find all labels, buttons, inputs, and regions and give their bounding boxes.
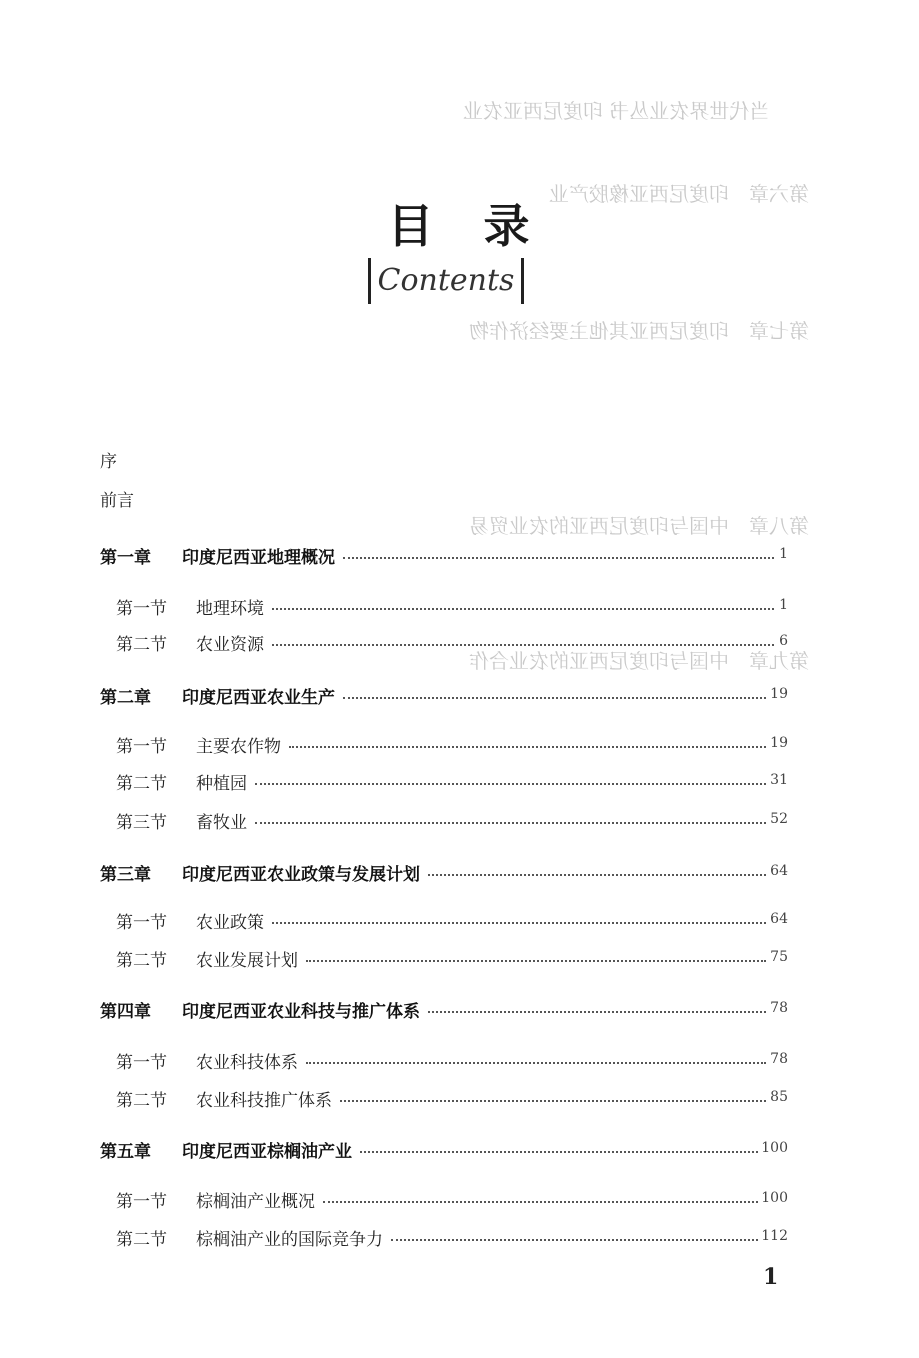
- section-title: 农业科技体系: [196, 1053, 298, 1073]
- chapter-title: 印度尼西亚农业科技与推广体系: [182, 1002, 420, 1022]
- section-title: 棕榈油产业概况: [196, 1192, 315, 1212]
- toc-page-number: 31: [770, 772, 788, 788]
- toc-entry-label: [116, 1187, 315, 1212]
- show-through-text: 当代世界农业丛书 印度尼西亚农业: [462, 99, 769, 123]
- dot-leader: [272, 644, 774, 646]
- toc-page-number: 85: [770, 1089, 788, 1105]
- front-matter-foreword[interactable]: 前言: [100, 491, 134, 511]
- page-title: 目 录: [387, 199, 532, 253]
- toc-page-number: 19: [770, 735, 788, 751]
- section-title: 种植园: [196, 774, 247, 794]
- dot-leader: [343, 697, 766, 699]
- section-number: 第二节: [116, 635, 167, 655]
- toc-entry-label: [100, 1137, 352, 1162]
- toc-chapter-entry[interactable]: [0, 1137, 919, 1167]
- section-number: 第一节: [116, 913, 167, 933]
- toc-entry-label: [116, 630, 264, 655]
- dot-leader: [323, 1201, 758, 1203]
- dot-leader: [391, 1239, 758, 1241]
- section-number: 第一节: [116, 737, 167, 757]
- dot-leader: [255, 822, 766, 824]
- toc-chapter-entry[interactable]: [0, 860, 919, 890]
- section-number: 第一节: [116, 1053, 167, 1073]
- show-through-text: 第六章 印度尼西亚橡胶产业: [549, 182, 809, 206]
- toc-page-number: 78: [770, 1051, 788, 1067]
- section-title: 棕榈油产业的国际竞争力: [196, 1230, 383, 1250]
- toc-entry-label: [116, 1086, 332, 1111]
- toc-section-entry[interactable]: [0, 594, 919, 624]
- toc-section-entry[interactable]: [0, 630, 919, 660]
- toc-page-number: 100: [761, 1190, 788, 1206]
- toc-page-number: 78: [770, 1000, 788, 1016]
- toc-entry-label: [100, 997, 420, 1022]
- dot-leader: [255, 783, 766, 785]
- show-through-text: 第七章 印度尼西亚其他主要经济作物: [469, 319, 809, 343]
- toc-entry-label: [116, 946, 298, 971]
- toc-page-number: 100: [761, 1140, 788, 1156]
- toc-entry-label: [116, 594, 264, 619]
- section-title: 畜牧业: [196, 813, 247, 833]
- toc-section-entry[interactable]: [0, 1187, 919, 1217]
- chapter-title: 印度尼西亚棕榈油产业: [182, 1142, 352, 1162]
- toc-section-entry[interactable]: [0, 1225, 919, 1255]
- toc-page-number: 64: [770, 863, 788, 879]
- toc-section-entry[interactable]: [0, 808, 919, 838]
- toc-entry-label: [100, 860, 420, 885]
- toc-entry-label: [100, 543, 335, 568]
- toc-section-entry[interactable]: [0, 946, 919, 976]
- section-title: 农业资源: [196, 635, 264, 655]
- toc-page-number: 1: [779, 546, 788, 562]
- page-subtitle: Contents: [377, 263, 515, 298]
- subtitle-frame: [368, 258, 524, 304]
- toc-page-number: 6: [779, 633, 788, 649]
- section-number: 第二节: [116, 1091, 167, 1111]
- page-number: 1: [763, 1264, 779, 1290]
- dot-leader: [360, 1151, 758, 1153]
- chapter-title: 印度尼西亚农业生产: [182, 688, 335, 708]
- toc-page-number: 52: [770, 811, 788, 827]
- dot-leader: [428, 1011, 766, 1013]
- toc-entry-label: [116, 908, 264, 933]
- toc-section-entry[interactable]: [0, 769, 919, 799]
- chapter-number: 第五章: [100, 1142, 151, 1162]
- section-number: 第二节: [116, 951, 167, 971]
- dot-leader: [272, 608, 774, 610]
- dot-leader: [428, 874, 766, 876]
- toc-section-entry[interactable]: [0, 1086, 919, 1116]
- section-title: 主要农作物: [196, 737, 281, 757]
- toc-chapter-entry[interactable]: [0, 683, 919, 713]
- toc-chapter-entry[interactable]: [0, 543, 919, 573]
- section-number: 第三节: [116, 813, 167, 833]
- toc-entry-label: [116, 732, 281, 757]
- toc-entry-label: [100, 683, 335, 708]
- toc-page-number: 1: [779, 597, 788, 613]
- section-number: 第一节: [116, 599, 167, 619]
- toc-page-number: 19: [770, 686, 788, 702]
- section-title: 农业科技推广体系: [196, 1091, 332, 1111]
- section-number: 第二节: [116, 1230, 167, 1250]
- chapter-number: 第二章: [100, 688, 151, 708]
- section-title: 地理环境: [196, 599, 264, 619]
- section-title: 农业发展计划: [196, 951, 298, 971]
- show-through-text: 第八章 中国与印度尼西亚的农业贸易: [469, 514, 809, 538]
- toc-section-entry[interactable]: [0, 732, 919, 762]
- toc-page-number: 64: [770, 911, 788, 927]
- toc-section-entry[interactable]: [0, 1048, 919, 1078]
- toc-entry-label: [116, 808, 247, 833]
- dot-leader: [272, 922, 766, 924]
- front-matter-preface[interactable]: 序: [100, 452, 117, 472]
- toc-entry-label: [116, 769, 247, 794]
- toc-page-number: 75: [770, 949, 788, 965]
- chapter-number: 第一章: [100, 548, 151, 568]
- toc-section-entry[interactable]: [0, 908, 919, 938]
- chapter-number: 第四章: [100, 1002, 151, 1022]
- chapter-number: 第三章: [100, 865, 151, 885]
- toc-page-number: 112: [761, 1228, 788, 1244]
- dot-leader: [306, 960, 766, 962]
- dot-leader: [343, 557, 774, 559]
- section-number: 第一节: [116, 1192, 167, 1212]
- dot-leader: [306, 1062, 766, 1064]
- toc-entry-label: [116, 1225, 383, 1250]
- section-title: 农业政策: [196, 913, 264, 933]
- section-number: 第二节: [116, 774, 167, 794]
- chapter-title: 印度尼西亚农业政策与发展计划: [182, 865, 420, 885]
- toc-chapter-entry[interactable]: [0, 997, 919, 1027]
- dot-leader: [340, 1100, 766, 1102]
- show-through-text: 第九章 中国与印度尼西亚的农业合作: [469, 649, 809, 673]
- chapter-title: 印度尼西亚地理概况: [182, 548, 335, 568]
- dot-leader: [289, 746, 766, 748]
- toc-entry-label: [116, 1048, 298, 1073]
